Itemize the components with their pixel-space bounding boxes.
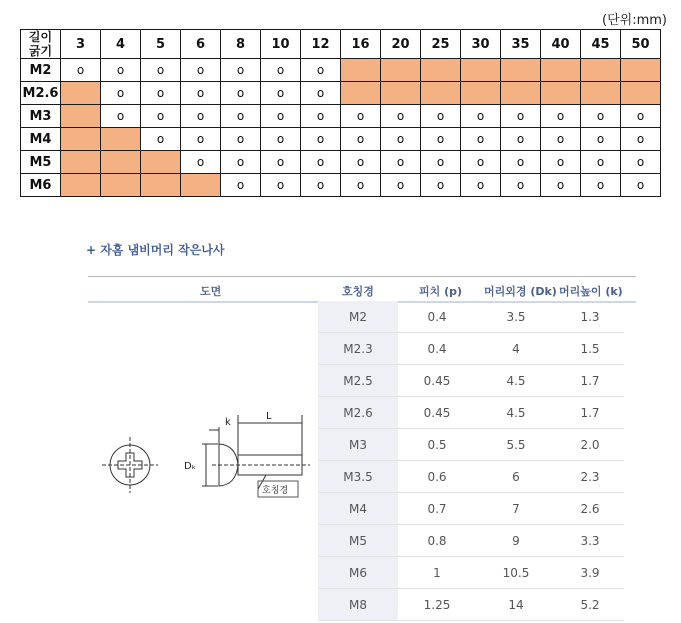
available-mark: o: [381, 151, 421, 174]
available-mark: o: [221, 59, 261, 82]
unavailable-cell: [541, 82, 581, 105]
pitch-value: 0.7: [427, 502, 447, 516]
nominal-size: M2: [318, 301, 398, 332]
available-mark: o: [261, 59, 301, 82]
unavailable-cell: [181, 174, 221, 197]
head-height-value: 2.6: [580, 502, 600, 516]
spec-row: [318, 365, 624, 397]
pitch-value: 1.25: [423, 598, 451, 612]
unavailable-cell: [381, 82, 421, 105]
available-mark: o: [421, 174, 461, 197]
product-subtitle: + 자홈 냄비머리 작은나사: [86, 243, 225, 257]
pitch-value: 0.5: [427, 438, 447, 452]
head-diameter-value: 6: [512, 470, 520, 484]
length-header: 35: [501, 30, 541, 59]
availability-row: [21, 151, 661, 174]
label-k: k: [225, 417, 231, 428]
available-mark: o: [301, 151, 341, 174]
unit-label: (단위:mm): [602, 13, 667, 28]
unavailable-cell: [421, 59, 461, 82]
screw-drawing: [88, 301, 318, 619]
available-mark: o: [621, 105, 661, 128]
header-nominal: 호칭경: [342, 285, 374, 298]
nominal-size: M6: [318, 557, 398, 588]
length-header: 40: [541, 30, 581, 59]
available-mark: o: [541, 105, 581, 128]
available-mark: o: [101, 59, 141, 82]
unavailable-cell: [341, 59, 381, 82]
available-mark: o: [341, 128, 381, 151]
length-header: 45: [581, 30, 621, 59]
unavailable-cell: [461, 59, 501, 82]
head-height-value: 1.5: [580, 342, 600, 356]
nominal-size: M4: [318, 493, 398, 524]
unavailable-cell: [101, 128, 141, 151]
nominal-size: M2.5: [318, 365, 398, 396]
available-mark: o: [381, 128, 421, 151]
unavailable-cell: [621, 82, 661, 105]
header-drawing: 도면: [200, 285, 222, 298]
length-header: 5: [141, 30, 181, 59]
available-mark: o: [461, 174, 501, 197]
length-header: 3: [61, 30, 101, 59]
unavailable-cell: [421, 82, 461, 105]
head-height-value: 1.7: [580, 374, 600, 388]
available-mark: o: [581, 151, 621, 174]
size-label: M4: [21, 128, 61, 151]
unavailable-cell: [501, 59, 541, 82]
spec-row: [318, 333, 624, 365]
head-diameter-value: 3.5: [506, 310, 526, 324]
availability-row: [21, 59, 661, 82]
available-mark: o: [461, 151, 501, 174]
available-mark: o: [61, 59, 101, 82]
availability-row: [21, 82, 661, 105]
spec-row: [318, 301, 624, 333]
available-mark: o: [621, 174, 661, 197]
available-mark: o: [141, 59, 181, 82]
available-mark: o: [301, 174, 341, 197]
available-mark: o: [501, 151, 541, 174]
available-mark: o: [341, 105, 381, 128]
unavailable-cell: [61, 105, 101, 128]
available-mark: o: [181, 59, 221, 82]
nominal-size: M8: [318, 589, 398, 620]
pitch-value: 0.45: [423, 406, 451, 420]
header-head-height: 머리높이 (k): [559, 285, 623, 298]
size-label: M3: [21, 105, 61, 128]
length-header: 6: [181, 30, 221, 59]
available-mark: o: [141, 82, 181, 105]
spec-table: [318, 301, 624, 621]
head-height-value: 1.3: [580, 310, 600, 324]
size-label: M2: [21, 59, 61, 82]
label-nominal-callout: 호칭경: [262, 486, 289, 496]
unavailable-cell: [101, 174, 141, 197]
available-mark: o: [261, 128, 301, 151]
corner-length-label: 길이: [28, 30, 53, 44]
available-mark: o: [101, 105, 141, 128]
unavailable-cell: [61, 128, 101, 151]
length-header: 10: [261, 30, 301, 59]
spec-row: [318, 461, 624, 493]
head-diameter-value: 9: [512, 534, 520, 548]
length-header: 25: [421, 30, 461, 59]
available-mark: o: [581, 174, 621, 197]
label-dk: Dₖ: [184, 461, 196, 472]
unavailable-cell: [341, 82, 381, 105]
available-mark: o: [381, 174, 421, 197]
unavailable-cell: [141, 151, 181, 174]
availability-row: [21, 128, 661, 151]
available-mark: o: [621, 128, 661, 151]
available-mark: o: [301, 128, 341, 151]
available-mark: o: [181, 82, 221, 105]
head-height-value: 3.9: [580, 566, 600, 580]
head-height-value: 5.2: [580, 598, 600, 612]
corner-header: [21, 30, 61, 59]
available-mark: o: [221, 174, 261, 197]
available-mark: o: [101, 82, 141, 105]
phillips-head-top-view: [102, 437, 158, 493]
available-mark: o: [381, 105, 421, 128]
available-mark: o: [301, 105, 341, 128]
availability-row: [21, 174, 661, 197]
unavailable-cell: [541, 59, 581, 82]
available-mark: o: [421, 151, 461, 174]
available-mark: o: [221, 151, 261, 174]
available-mark: o: [501, 128, 541, 151]
screw-drawing-svg: [88, 301, 318, 619]
available-mark: o: [221, 105, 261, 128]
available-mark: o: [261, 105, 301, 128]
spec-row: [318, 557, 624, 589]
available-mark: o: [181, 105, 221, 128]
spec-row: [318, 397, 624, 429]
available-mark: o: [421, 128, 461, 151]
spec-row: [318, 525, 624, 557]
unavailable-cell: [101, 151, 141, 174]
pan-head-side-view: [202, 415, 310, 497]
available-mark: o: [501, 174, 541, 197]
available-mark: o: [461, 105, 501, 128]
unavailable-cell: [461, 82, 501, 105]
size-label: M5: [21, 151, 61, 174]
available-mark: o: [581, 105, 621, 128]
unavailable-cell: [621, 59, 661, 82]
head-diameter-value: 7: [512, 502, 520, 516]
size-label: M2.6: [21, 82, 61, 105]
nominal-size: M5: [318, 525, 398, 556]
available-mark: o: [341, 174, 381, 197]
unavailable-cell: [501, 82, 541, 105]
availability-row: [21, 105, 661, 128]
available-mark: o: [181, 128, 221, 151]
available-mark: o: [301, 59, 341, 82]
header-pitch: 피치 (p): [419, 285, 463, 298]
corner-thickness-label: 굵기: [28, 44, 53, 58]
size-label: M6: [21, 174, 61, 197]
pitch-value: 0.4: [427, 342, 447, 356]
available-mark: o: [501, 105, 541, 128]
length-header: 8: [221, 30, 261, 59]
head-diameter-value: 10.5: [502, 566, 530, 580]
available-mark: o: [341, 151, 381, 174]
head-height-value: 3.3: [580, 534, 600, 548]
spec-row: [318, 429, 624, 461]
unavailable-cell: [61, 82, 101, 105]
spec-row: [318, 589, 624, 621]
available-mark: o: [221, 82, 261, 105]
available-mark: o: [541, 128, 581, 151]
nominal-size: M3: [318, 429, 398, 460]
pitch-value: 0.4: [427, 310, 447, 324]
available-mark: o: [141, 105, 181, 128]
length-header: 16: [341, 30, 381, 59]
available-mark: o: [541, 151, 581, 174]
head-height-value: 2.3: [580, 470, 600, 484]
availability-table: [20, 29, 661, 197]
pitch-value: 1: [433, 566, 441, 580]
pitch-value: 0.6: [427, 470, 447, 484]
availability-body: [21, 59, 661, 197]
available-mark: o: [581, 128, 621, 151]
head-diameter-value: 4: [512, 342, 520, 356]
head-diameter-value: 4.5: [506, 406, 526, 420]
available-mark: o: [261, 174, 301, 197]
available-mark: o: [541, 174, 581, 197]
available-mark: o: [221, 128, 261, 151]
nominal-size: M3.5: [318, 461, 398, 492]
available-mark: o: [261, 151, 301, 174]
head-height-value: 2.0: [580, 438, 600, 452]
head-height-value: 1.7: [580, 406, 600, 420]
pitch-value: 0.8: [427, 534, 447, 548]
unavailable-cell: [581, 59, 621, 82]
available-mark: o: [461, 128, 501, 151]
spec-header: [88, 276, 636, 303]
length-header: 30: [461, 30, 501, 59]
length-header: 50: [621, 30, 661, 59]
head-diameter-value: 4.5: [506, 374, 526, 388]
unavailable-cell: [61, 151, 101, 174]
head-diameter-value: 14: [508, 598, 524, 612]
head-diameter-value: 5.5: [506, 438, 526, 452]
unavailable-cell: [61, 174, 101, 197]
available-mark: o: [421, 105, 461, 128]
header-head-diameter: 머리외경 (Dk): [484, 285, 557, 298]
pitch-value: 0.45: [423, 374, 451, 388]
length-header: 12: [301, 30, 341, 59]
availability-header-row: [21, 30, 661, 59]
available-mark: o: [261, 82, 301, 105]
available-mark: o: [301, 82, 341, 105]
available-mark: o: [621, 151, 661, 174]
unavailable-cell: [141, 174, 181, 197]
label-L: L: [266, 411, 272, 422]
available-mark: o: [181, 151, 221, 174]
length-header: 4: [101, 30, 141, 59]
nominal-size: M2.6: [318, 397, 398, 428]
unavailable-cell: [581, 82, 621, 105]
unavailable-cell: [381, 59, 421, 82]
available-mark: o: [141, 128, 181, 151]
spec-row: [318, 493, 624, 525]
length-header: 20: [381, 30, 421, 59]
nominal-size: M2.3: [318, 333, 398, 364]
